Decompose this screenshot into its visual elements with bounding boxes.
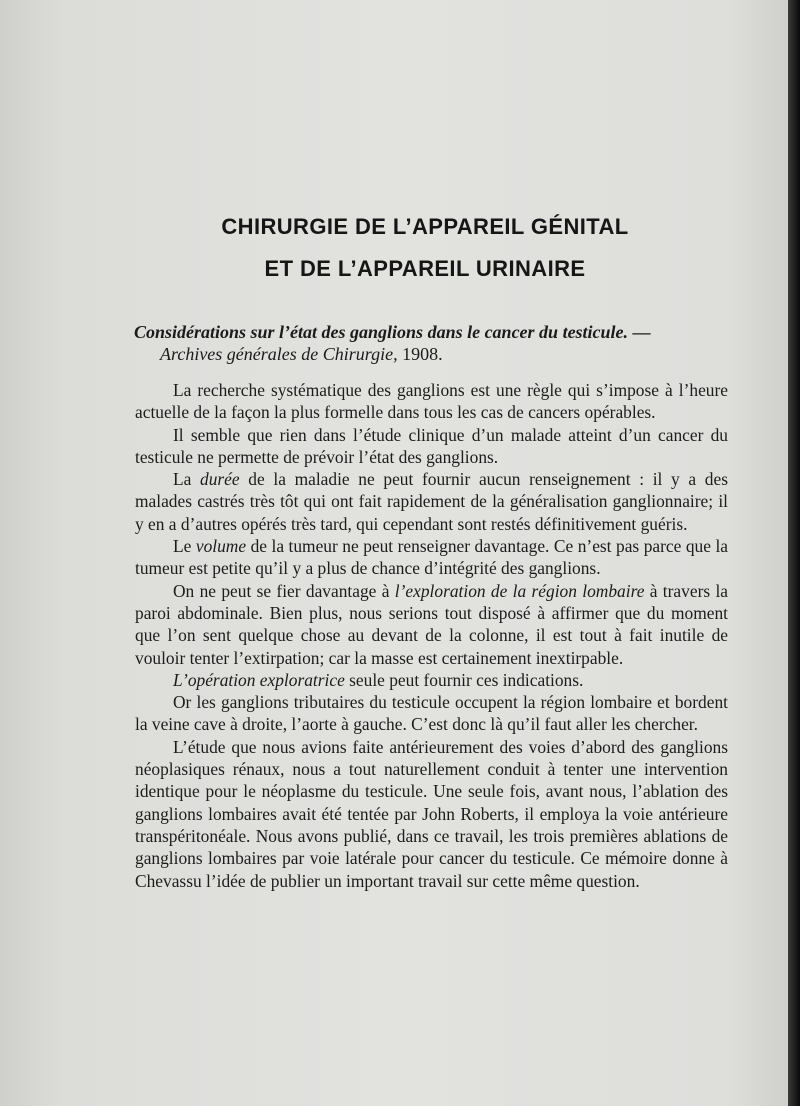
bibliographic-reference bbox=[134, 321, 734, 365]
reference-year: 1908. bbox=[397, 344, 443, 364]
paragraph-3-rest: de la maladie ne peut fournir aucun renseignement : il y a des malades castrés très tôt qui ont fait rapidement de la généralisation ganglionnaire; il y en a d’autres opérés très tard, qui cependant sont restés définitivement guéris. bbox=[135, 469, 728, 534]
reference-dash: — bbox=[628, 322, 651, 342]
paragraph-7: Or les ganglions tributaires du testicule occupent la région lombaire et bordent la veine cave à droite, l’aorte à gauche. C’est donc là qu’il faut aller les chercher. bbox=[135, 692, 728, 735]
emphasis-operation: L’opération exploratrice bbox=[173, 669, 345, 690]
paragraph-5-start: On ne peut se fier davantage à bbox=[173, 580, 395, 601]
body-text bbox=[135, 379, 728, 892]
paragraph-5-rest: à travers la paroi abdominale. Bien plus, nous serions tout disposé à affirmer que du moment que l’on sent quelque chose au devant de la colonne, il est tout à fait inutile de vouloir tenter l’extirpation; car la masse est certainement inextirpable. bbox=[135, 580, 729, 668]
paragraph-6-rest: seule peut fournir ces indications. bbox=[344, 669, 584, 690]
paragraph-6 bbox=[135, 669, 728, 691]
paragraph-5 bbox=[135, 580, 728, 669]
reference-title: Considérations sur l’état des ganglions dans le cancer du testicule. bbox=[134, 322, 629, 342]
paragraph-8: L’étude que nous avions faite antérieurement des voies d’abord des ganglions néoplasiques rénaux, nous a tout naturellement conduit à tenter une intervention identique pour le néoplasme du testicule. Une seule fois, avant nous, l’ablation des ganglions lombaires avait été tentée par John Roberts, il employa la voie antérieure transpéritonéale. Nous avons publié, dans ce travail, les trois premières ablations de ganglions lombaires par voie latérale pour cancer du testicule. Ce mémoire donne à Chevassu l’idée de publier un important travail sur cette même question. bbox=[135, 736, 728, 891]
reference-journal: Archives générales de Chirurgie, bbox=[160, 344, 398, 364]
paragraph-4-start: Le bbox=[173, 536, 196, 557]
emphasis-volume: volume bbox=[195, 536, 247, 557]
paragraph-4 bbox=[135, 535, 728, 580]
paragraph-2: Il semble que rien dans l’étude clinique d’un malade atteint d’un cancer du testicule ne permette de prévoir l’état des ganglions. bbox=[135, 424, 728, 467]
reference-title-line bbox=[134, 321, 734, 343]
chapter-title-line-1: CHIRURGIE DE L’APPAREIL GÉNITAL bbox=[221, 214, 629, 239]
paragraph-3 bbox=[135, 468, 728, 535]
scan-edge-shadow bbox=[788, 0, 800, 1106]
emphasis-duree: durée bbox=[200, 469, 240, 490]
chapter-title-line-2: ET DE L’APPAREIL URINAIRE bbox=[264, 256, 586, 281]
paragraph-1: La recherche systématique des ganglions est une règle qui s’impose à l’heure actuelle de la façon la plus formelle dans tous les cas de cancers opérables. bbox=[135, 380, 728, 423]
paragraph-4-rest: de la tumeur ne peut renseigner davantage. Ce n’est pas parce que la tumeur est petite qu’il y a plus de chance d’intégrité des ganglions. bbox=[135, 536, 728, 579]
paragraph-3-start: La bbox=[173, 469, 201, 490]
reference-source-line bbox=[134, 343, 734, 365]
emphasis-exploration: l’exploration de la région lombaire bbox=[394, 580, 645, 601]
